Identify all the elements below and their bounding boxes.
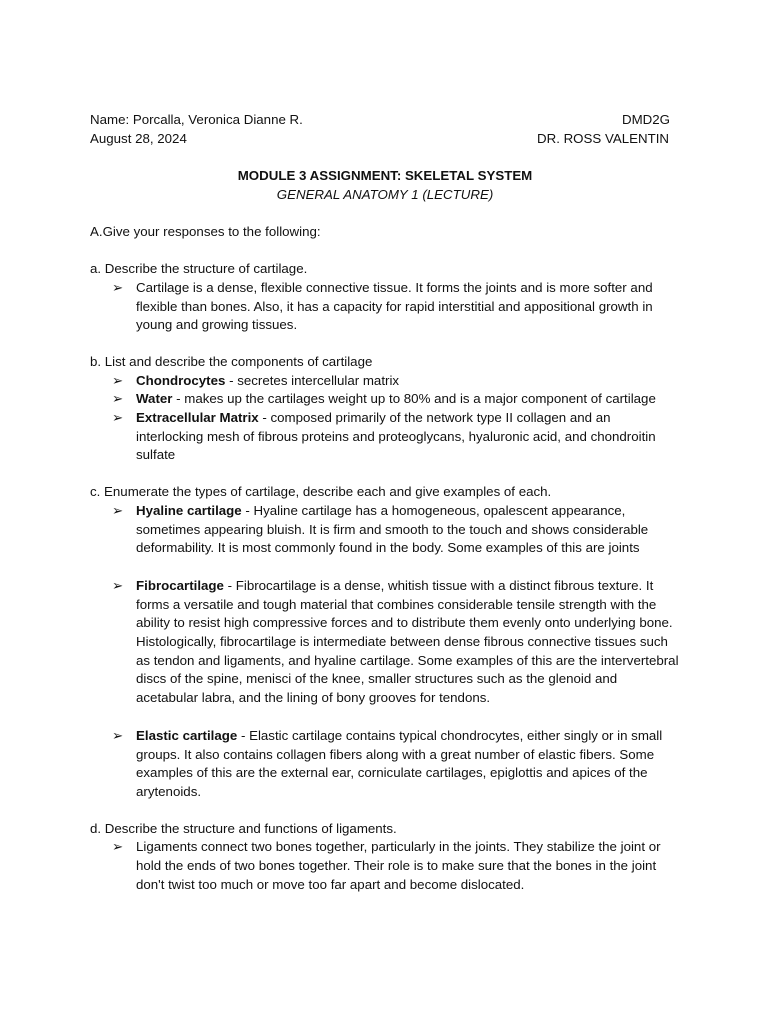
answer-item	[90, 577, 680, 708]
answer-item	[90, 502, 680, 558]
answer-text: - makes up the cartilages weight up to 80% and is a major component of cartilage	[172, 391, 656, 407]
answer-text: - composed primarily of the network type II collagen and an interlocking mesh of fibrous proteins and proteoglycans, hyaluronic acid, and chondroitin sulfate	[136, 410, 656, 463]
answer-term: Fibrocartilage	[136, 577, 224, 593]
question-c	[90, 483, 680, 802]
answer-item	[90, 279, 680, 335]
assignment-title: MODULE 3 ASSIGNMENT: SKELETAL SYSTEM	[237, 168, 533, 183]
answer-text: Ligaments connect two bones together, particularly in the joints. They stabilize the joint or hold the ends of two bones together. Their role is to make sure that the bones in the joint don't twist too much or move too far apart and become dislocated.	[136, 839, 661, 892]
arrow-bullet-icon: ➢	[112, 372, 124, 388]
answer-term: Chondrocytes	[136, 372, 226, 388]
instructor-name: DR. ROSS VALENTIN	[536, 131, 669, 146]
answer-item	[90, 727, 680, 802]
header-row-1	[90, 111, 680, 130]
answer-item	[90, 390, 680, 409]
arrow-bullet-icon: ➢	[112, 839, 124, 855]
answer-text: - secretes intercellular matrix	[225, 372, 400, 388]
answer-term: Extracellular Matrix	[136, 410, 259, 426]
arrow-bullet-icon: ➢	[112, 279, 124, 295]
question-prompt: b. List and describe the components of cartilage	[90, 353, 373, 369]
answer-term: Elastic cartilage	[136, 727, 238, 743]
question-prompt: c. Enumerate the types of cartilage, describe each and give examples of each.	[90, 484, 552, 500]
answer-item	[90, 409, 680, 465]
answer-term: Hyaline cartilage	[136, 502, 242, 518]
question-a	[90, 260, 680, 335]
document-content	[90, 111, 680, 895]
answer-text: Cartilage is a dense, flexible connective tissue. It forms the joints and is more softer and flexible than bones. Also, it has a capacity for rapid interstitial and appositional growth in young and growing tissues.	[136, 279, 653, 333]
header-row-2	[90, 130, 680, 149]
question-prompt: d. Describe the structure and functions of ligaments.	[90, 820, 397, 836]
answer-item	[90, 372, 680, 391]
arrow-bullet-icon: ➢	[112, 502, 124, 518]
question-d	[90, 820, 680, 895]
arrow-bullet-icon: ➢	[112, 391, 124, 407]
arrow-bullet-icon: ➢	[112, 577, 124, 593]
answer-term: Water	[136, 391, 173, 407]
arrow-bullet-icon: ➢	[112, 410, 124, 426]
answer-text: - Fibrocartilage is a dense, whitish tissue with a distinct fibrous texture. It forms a versatile and tough material that combines considerable tensile strength with the ability to resist high compressive forces and to distribute them evenly onto underlying bone. Histologically, fibrocartilage is intermediate between dense fibrous connective tissues such as tendon and ligaments, and hyaline cartilage. Some examples of this are the intervertebral discs of the spine, menisci of the knee, smaller structures such as the glenoid and acetabular labra, and the lining of bony grooves for tendons.	[136, 577, 679, 706]
instruction-text: A.Give your responses to the following:	[90, 224, 321, 240]
arrow-bullet-icon: ➢	[112, 727, 124, 743]
question-b	[90, 353, 680, 465]
student-name: Name: Porcalla, Veronica Dianne R.	[90, 112, 303, 127]
submission-date: August 28, 2024	[90, 131, 187, 146]
answer-item	[90, 838, 680, 894]
section-code: DMD2G	[621, 112, 670, 127]
question-prompt: a. Describe the structure of cartilage.	[90, 261, 308, 277]
course-subtitle: GENERAL ANATOMY 1 (LECTURE)	[276, 186, 494, 202]
answer-text: - Hyaline cartilage has a homogeneous, opalescent appearance, sometimes appearing bluish. It is firm and smooth to the touch and shows considerable deformability. It is most commonly found in the body. Some examples of this are joints	[136, 502, 649, 556]
answer-text: - Elastic cartilage contains typical chondrocytes, either singly or in small groups. It also contains collagen fibers along with a great number of elastic fibers. Some examples of this are the external ear, corniculate cartilages, epiglottis and apices of the arytenoids.	[136, 727, 663, 799]
